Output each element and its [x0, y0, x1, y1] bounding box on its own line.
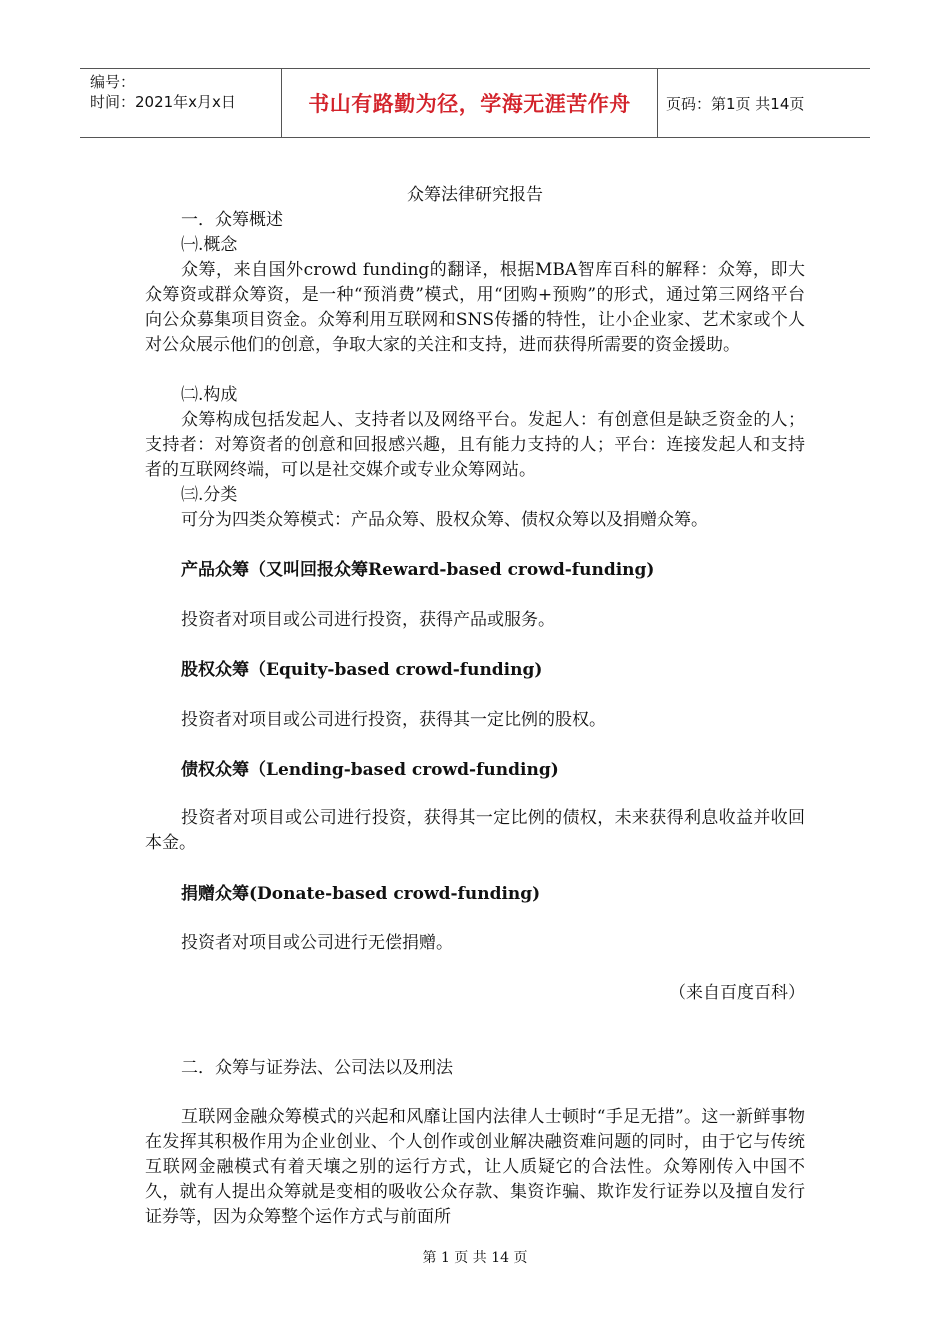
paragraph-concept: 众筹，来自国外crowd funding的翻译，根据MBA智库百科的解释：众筹，即大众筹资或群众筹资，是一种“预消费”模式，用“团购+预购”的形式，通过第三网络平台向公众募集项目资金。众筹利用互联网和SNS传播的特性，让小企业家、艺术家或个人对公众展示他们的创意，争取大家的关注和支持，进而获得所需要的资金援助。 — [145, 260, 805, 355]
heading-donate-crowdfunding: 捐赠众筹(Donate-based crowd-funding) — [181, 884, 541, 904]
header-meta — [80, 69, 282, 137]
heading-equity-crowdfunding: 股权众筹（Equity-based crowd-funding) — [181, 660, 543, 680]
time-label: 时间：2021年x月x日 — [90, 93, 236, 111]
source-citation: （来自百度百科） — [669, 983, 805, 1003]
text-lending-crowdfunding: 投资者对项目或公司进行投资，获得其一定比例的债权，未来获得利息收益并收回本金。 — [145, 808, 805, 853]
heading-lending-crowdfunding: 债权众筹（Lending-based crowd-funding) — [181, 760, 559, 780]
text-equity-crowdfunding: 投资者对项目或公司进行投资，获得其一定比例的股权。 — [181, 710, 606, 730]
header-table — [80, 68, 870, 138]
number-label: 编号： — [90, 73, 136, 91]
paragraph-composition: 众筹构成包括发起人、支持者以及网络平台。发起人：有创意但是缺乏资金的人；支持者：对筹资者的创意和回报感兴趣，且有能力支持的人；平台：连接发起人和支持者的互联网终端，可以是社交媒介或专业众筹网站。 — [145, 410, 805, 480]
page-footer: 第 1 页 共 14 页 — [422, 1250, 528, 1266]
text-donate-crowdfunding: 投资者对项目或公司进行无偿捐赠。 — [181, 933, 453, 953]
paragraph-classification: 可分为四类众筹模式：产品众筹、股权众筹、债权众筹以及捐赠众筹。 — [181, 510, 708, 530]
subheading-composition: ㈡.构成 — [181, 385, 238, 405]
section-heading-2: 二．众筹与证券法、公司法以及刑法 — [181, 1058, 453, 1078]
paragraph-law: 互联网金融众筹模式的兴起和风靡让国内法律人士顿时“手足无措”。这一新鲜事物在发挥其积极作用为企业创业、个人创作或创业解决融资难问题的同时，由于它与传统互联网金融模式有着天壤之别的运行方式，让人质疑它的合法性。众筹刚传入中国不久，就有人提出众筹就是变相的吸收公众存款、集资诈骗、欺诈发行证券以及擅自发行证券等，因为众筹整个运作方式与前面所 — [145, 1107, 805, 1227]
doc-title: 众筹法律研究报告 — [407, 185, 543, 205]
subheading-classification: ㈢.分类 — [181, 485, 238, 505]
text-product-crowdfunding: 投资者对项目或公司进行投资，获得产品或服务。 — [181, 610, 555, 630]
section-heading-1: 一．众筹概述 — [181, 210, 283, 230]
subheading-concept: ㈠.概念 — [181, 235, 238, 255]
header-page-label: 页码：第1页 共14页 — [666, 94, 805, 113]
heading-product-crowdfunding: 产品众筹（又叫回报众筹Reward-based crowd-funding) — [181, 560, 655, 580]
header-motto: 书山有路勤为径，学海无涯苦作舟 — [282, 69, 658, 137]
